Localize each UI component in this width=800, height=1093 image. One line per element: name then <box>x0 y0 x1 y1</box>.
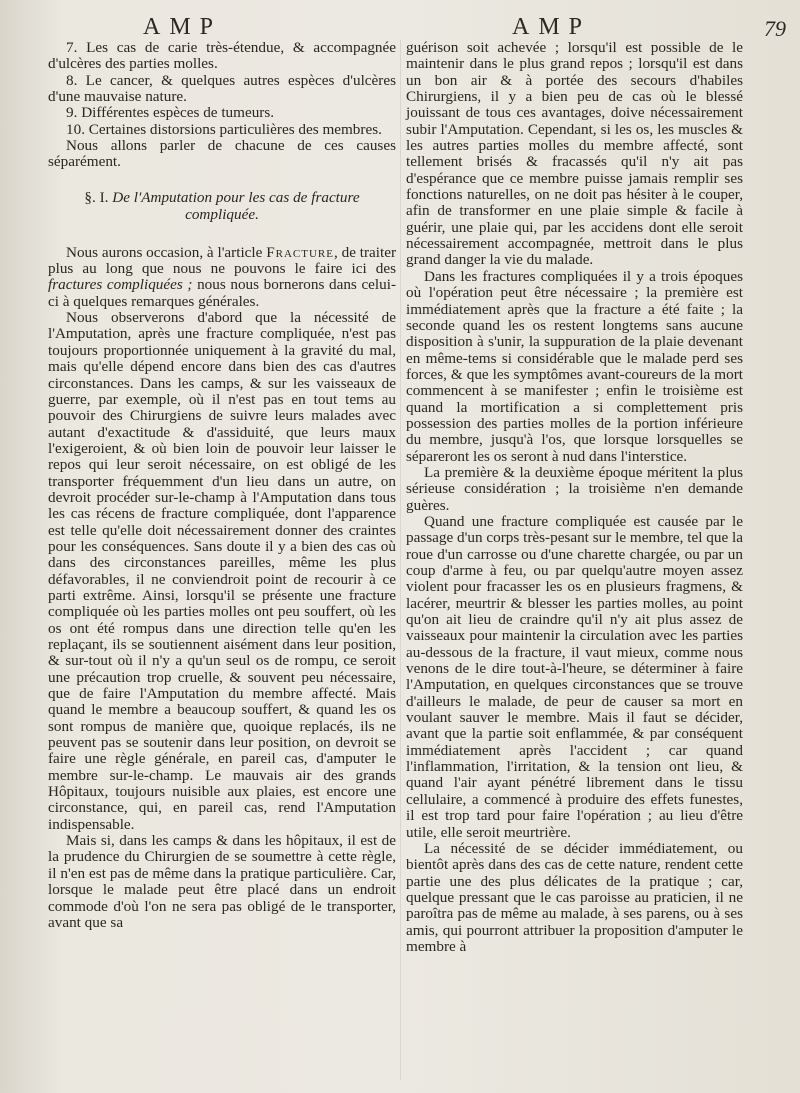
right-column <box>406 40 743 955</box>
section-number: §. I. <box>84 188 109 206</box>
paragraph-text: , de traiter plus au long que nous ne pouvons le faire ici des <box>48 243 396 278</box>
section-title: De l'Amputation pour les cas de fracture compliquée. <box>112 188 360 223</box>
paragraph: Mais si, dans les camps & dans les hôpitaux, il est de la prudence du Chirurgien de se soumettre à cette règle, il n'en est pas de même dans la pratique particulière. Car, lorsque le malade peut être placé dans un endroit commode d'où l'on ne sera pas obligé de le transporter, avant que sa <box>48 832 396 931</box>
page-number: 79 <box>764 16 786 41</box>
paragraph: La première & la deuxième époque méritent la plus sérieuse considération ; la troisième n'en demande guères. <box>406 463 743 514</box>
paragraph: Dans les fractures compliquées il y a trois époques où l'opération peut être nécessaire ; la première est immédiatement après que la fracture a été faite ; la seconde quand les os restent longtems sans aucune disposition à s'unir, la suppuration de la plaie devenant en même-tems si considérable que le malade perd ses forces, & que les symptômes avant-coureurs de la mort commencent à se manifester ; enfin le troisième est quand la mortification a si complettement pris possession des parties molles de la portion inférieure du membre, jusqu'à l'os, que lorsque lorsquelles se sépareront les os seront à nud dans l'interstice. <box>406 267 743 465</box>
paragraph-text: nous nous bornerons dans celui-ci à quelques remarques générales. <box>48 276 397 310</box>
italic-term: fractures compliquées ; <box>48 276 193 294</box>
list-item: 9. Différentes espèces de tumeurs. <box>66 104 275 122</box>
paragraph: Quand une fracture compliquée est causée par le passage d'un corps très-pesant sur le membre, tel que la roue d'un carrosse ou d'une charette chargée, ou par un coup d'arme à feu, ou par quelqu'autre moyen assez violent pour fracasser les os en plusieurs fragmens, & lacérer, meurtrir & blesser les parties molles, au point qu'on ait lieu de craindre qu'il n'y ait plus assez de vaisseaux pour maintenir la circulation avec les parties au-dessous de la fracture, il vaut mieux, comme nous venons de le dire tout-à-l'heure, se déterminer à faire l'Amputation, en quelques circonstances que se trouve d'ailleurs le malade, de peur de causer sa mort en voulant sauver le membre. Mais il faut se décider, avant que la partie soit enflammée, & par conséquent immédiatement après l'accident ; car quand l'inflammation, l'irritation, & la tension ont lieu, & quand l'air ayant pénétré librement dans le tissu cellulaire, a commencé à produire des effets funestes, il est trop tard pour faire l'opération ; au lieu d'être utile, elle seroit meurtrière. <box>406 512 743 841</box>
intro-paragraph: Nous allons parler de chacune de ces causes séparément. <box>48 137 396 171</box>
list-item: 7. Les cas de carie très-étendue, & accompagnée d'ulcères des parties molles. <box>48 39 396 73</box>
list-item: 8. Le cancer, & quelques autres espèces d'ulcères d'une mauvaise nature. <box>48 71 396 106</box>
paragraph <box>48 245 396 310</box>
column-gutter <box>400 40 401 1080</box>
paragraph: Nous observerons d'abord que la nécessité de l'Amputation, après une fracture compliquée, n'est pas toujours proportionnée uniquement à la gravité du mal, mais qu'elle dépend encore dans bien des cas d'autres circonstances. Dans les camps, & sur les vaisseaux de guerre, par exemple, où il n'est pas en tout tems au pouvoir des Chirurgiens de suivre leurs malades avec autant d'exactitude & d'assiduité, que leurs maux l'exigeroient, & où bien loin de pouvoir leur laisser le repos qui leur seroit nécessaire, on est obligé de les transporter fréquemment d'un lieu dans un autre, on devroit procéder sur-le-champ à l'Amputation dans tous les cas récens de fracture compliquée, dont l'apparence est telle qu'elle doit nécessairement donner des craintes pour les conséquences. Sans doute il y a bien des cas où dans des circonstances pareilles, même les plus défavorables, il ne conviendroit point de recourir à ce parti extrême. Ainsi, lorsqu'il se présente une fracture compliquée où les parties molles ont peu souffert, où les os ont été rompus dans une direction telle qu'en les replaçant, ils se soutiennent aisément dans leur position, & sur-tout où il n'y a qu'un seul os de rompu, ce seroit une précaution trop cruelle, & souvent peu nécessaire, que de faire l'Amputation du membre affecté. Mais quand le membre a beaucoup souffert, & quand les os sont rompus de manière que, quoique replacés, ils ne peuvent pas se soutenir dans leur position, on devroit se faire une règle générale, en pareil cas, d'amputer le membre sur-le-champ. Le mauvais air des grands Hôpitaux, toujours nuisible aux plaies, est encore une circonstance, qui, en pareil cas, rend l'Amputation indispensable. <box>48 309 396 833</box>
article-reference: Fracture <box>266 243 334 261</box>
paragraph: guérison soit achevée ; lorsqu'il est possible de le maintenir dans le plus grand repos ; lorsqu'il est dans un bon air & à portée des secours d'habiles Chirurgiens, il y a bien peu de cas où le blessé jouissant de tous ces avantages, doive nécessairement subir l'Amputation. Cependant, si les os, les muscles & les autres parties molles du membre affecté, sont tellement brisés & fracassés qu'il n'y ait pas d'espérance que ce membre puisse jamais remplir ses fonctions naturelles, on ne doit pas hésiter à le couper, afin de transformer en une plaie simple & facile à guérir, une plaie qui, par les accidens dont elle seroit nécessairement accompagnée, mettroit dans le plus grand danger la vie du malade. <box>406 39 743 269</box>
section-heading <box>48 189 396 223</box>
list-item: 10. Certaines distorsions particulières des membres. <box>66 120 382 138</box>
right-running-title: AMP <box>512 14 592 40</box>
paragraph-text: Nous aurons occasion, à l'article <box>66 243 263 261</box>
paragraph: La nécessité de se décider immédiatement, ou bientôt après dans des cas de cette nature, rendent cette partie une des plus délicates de la pratique ; car, quelque pressant que le cas paroisse au praticien, il ne paroîtra pas de même au malade, à ses parens, ou à ses amis, qui pourront attribuer la proposition d'amputer le membre à <box>406 839 743 955</box>
left-running-title: AMP <box>143 14 223 40</box>
left-column <box>48 40 396 931</box>
